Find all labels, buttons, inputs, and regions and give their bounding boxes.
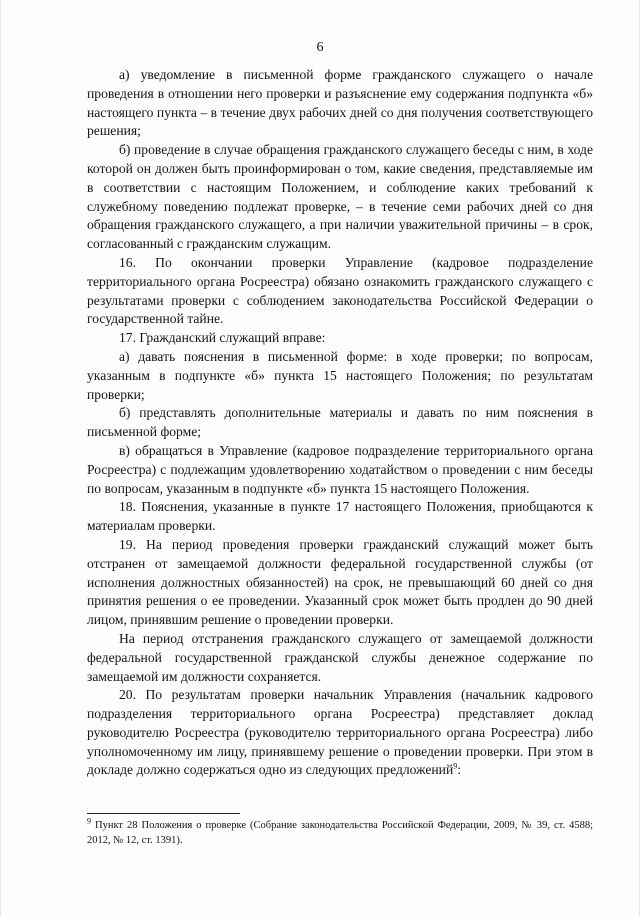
paragraph-17b: б) представлять дополнительные материалы и давать по ним пояснения в письменной форме; xyxy=(87,405,593,440)
footnote-divider xyxy=(87,813,240,814)
paragraph-18: 18. Пояснения, указанные в пункте 17 настоящего Положения, приобщаются к материалам проверки. xyxy=(87,499,593,534)
paragraph-19: 19. На период проведения проверки гражданский служащий может быть отстранен от замещаемой должности федеральной государственной службы (от исполнения должностных обязанностей) на срок, не превышающий 60 дней со дня принятия решения о ее проведении. Указанный срок может быть продлен до 90 дней лицом, принявшим решение о проведении проверки. xyxy=(87,536,593,628)
paragraph-1b: б) проведение в случае обращения гражданского служащего беседы с ним, в ходе которой он должен быть проинформирован о том, какие сведения, представляемые им в соответствии с настоящим Положением, и соблюдение каких требований к служебному поведению подлежат проверке, – в течение семи рабочих дней со дня обращения гражданского служащего, а при наличии уважительной причины – в срок, согласованный с гражданским служащим. xyxy=(87,142,593,252)
paragraph-19-cont: На период отстранения гражданского служащего от замещаемой должности федеральной государственной гражданской службы денежное содержание по замещаемой им должности сохраняется. xyxy=(87,630,593,684)
paragraph-20-tail: : xyxy=(457,762,461,778)
paragraph-1a: а) уведомление в письменной форме гражданского служащего о начале проведения в отношении него проверки и разъяснение ему содержания подпункта «б» настоящего пункта – в течение двух рабочих дней со дня получения соответствующего решения; xyxy=(87,67,593,139)
page-number: 6 xyxy=(316,40,324,55)
footnote-text: Пункт 28 Положения о проверке (Собрание законодательства Российской Федерации, 2009, № 39, ст. 4588; 2012, № 12, ст. 1391). xyxy=(87,820,593,846)
footnote-mark: 9 xyxy=(87,816,91,826)
paragraph-17c: в) обращаться в Управление (кадровое подразделение территориального органа Росреестра) с подлежащим удовлетворению ходатайством о проведении с ним беседы по вопросам, указанным в подпункте «б» пункта 15 настоящего Положения. xyxy=(87,442,593,496)
paragraph-16: 16. По окончании проверки Управление (кадровое подразделение территориального органа Росреестра) обязано ознакомить гражданского служащего с результатами проверки с соблюдением законодательства Российской Федерации о государственной тайне. xyxy=(87,254,593,327)
paragraph-17: 17. Гражданский служащий вправе: xyxy=(119,330,326,346)
paragraph-20-text: 20. По результатам проверки начальник Управления (начальник кадрового подразделения территориального органа Росреестра) представляет доклад руководителю Росреестра (руководителю территориального органа Росреестра) либо уполномоченному им лицу, принявшему решение о проведении проверки. При этом в докладе должно содержаться одно из следующих предложений xyxy=(87,687,593,778)
paragraph-20 xyxy=(87,686,593,780)
paragraph-17a: а) давать пояснения в письменной форме: в ходе проверки; по вопросам, указанным в подпункте «б» пункта 15 настоящего Положения; по результатам проверки; xyxy=(87,348,593,402)
body-text xyxy=(87,66,593,780)
footnote-reference[interactable]: 9 xyxy=(453,761,458,771)
footnote xyxy=(87,818,593,848)
